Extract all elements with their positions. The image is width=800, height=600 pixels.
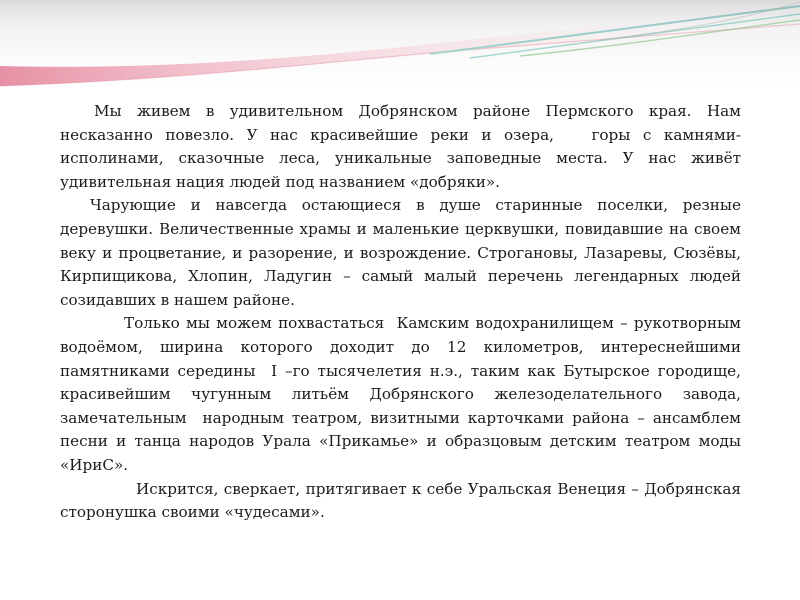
paragraph-2: Чарующие и навсегда остающиеся в душе старинные поселки, резные деревушки. Величественные храмы и маленькие церквушки, повидавшие на своем веку и процветание, и разорение, и возрождение. Строгановы, Лазаревы, Сюзёвы, Кирпищикова, Хлопин, Ладугин – самый малый перечень легендарных людей созидавших в нашем районе.: [60, 196, 746, 309]
paragraph-3: Только мы можем похвастаться Камским водохранилищем – рукотворным водоёмом, ширина которого доходит до 12 километров, интереснейшими памятниками середины I –го тысячелетия н.э., таким как Бутырское городище, красивейшим чугунным литьём Добрянского железоделательного завода, замечательным народным театром, визитными карточками района – ансамблем песни и танца народов Урала «Прикамье» и образцовым детским театром моды «ИриС».: [60, 314, 746, 474]
decorative-wave-banner: [0, 0, 800, 100]
paragraph-4: Искрится, сверкает, притягивает к себе Уральская Венеция – Добрянская сторонушка своими «чудесами».: [60, 479, 746, 522]
body-text: [60, 100, 746, 525]
paragraph-1: Мы живем в удивительном Добрянском районе Пермского края. Нам несказанно повезло. У нас красивейшие реки и озера, горы с камнями-исполинами, сказочные леса, уникальные заповедные места. У нас живёт удивительная нация людей под названием «добряки».: [60, 102, 746, 191]
